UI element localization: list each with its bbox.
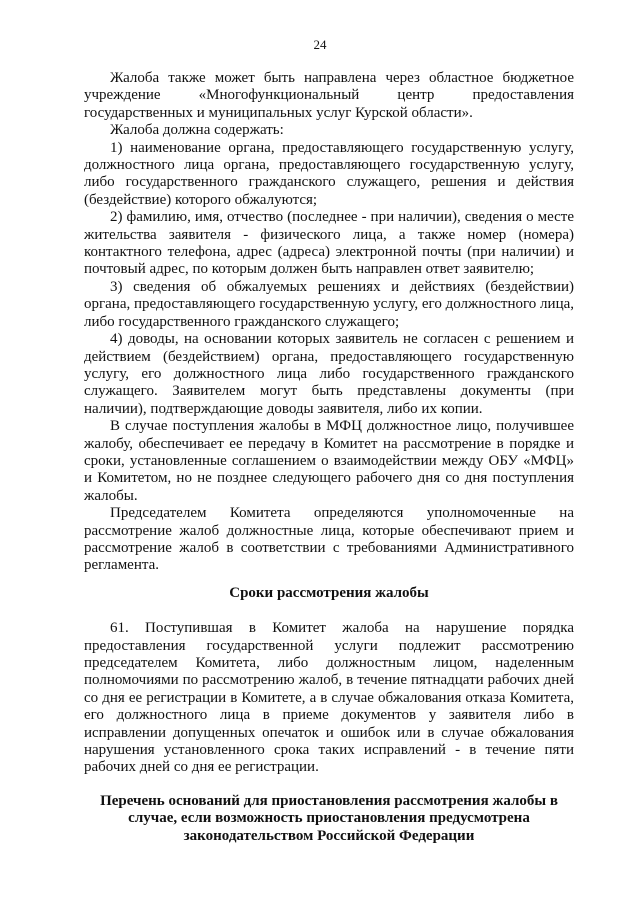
paragraph-item-2: 2) фамилию, имя, отчество (последнее - при наличии), сведения о месте жительства заявителя - физического лица, а также номер (номера) контактного телефона, адрес (адреса) электронной почты (при наличии) и почтовый адрес, по которым должен быть направлен ответ заявителю; xyxy=(84,209,574,278)
paragraph-item-3: 3) сведения об обжалуемых решениях и действиях (бездействии) органа, предоставляющего государственную услугу, его должностного лица, либо государственного гражданского служащего; xyxy=(84,278,574,330)
paragraph-61: 61. Поступившая в Комитет жалоба на нарушение порядка предоставления государственной услуги подлежит рассмотрению председателем Комитета, либо должностным лицом, наделенным полномочиями по рассмотрению жалоб, в течение пятнадцати рабочих дней со дня ее регистрации в Комитете, а в случае обжалования отказа Комитета, его должностного лица в приеме документов у заявителя либо в исправлении допущенных опечаток и ошибок или в случае обжалования нарушения установленного срока таких исправлений - в течение пяти рабочих дней со дня ее регистрации. xyxy=(84,620,574,776)
paragraph-item-4: 4) доводы, на основании которых заявитель не согласен с решением и действием (бездействием) органа, предоставляющего государственную услугу, его должностного лица либо государственного гражданского служащего. Заявителем могут быть представлены документы (при наличии), подтверждающие доводы заявителя, либо их копии. xyxy=(84,331,574,417)
paragraph-authorized-officials: Председателем Комитета определяются уполномоченные на рассмотрение жалоб должностные лица, которые обеспечивают прием и рассмотрение жалоб в соответствии с требованиями Административного регламента. xyxy=(84,505,574,574)
document-body xyxy=(84,70,574,845)
paragraph-mfc-transfer: В случае поступления жалобы в МФЦ должностное лицо, получившее жалобу, обеспечивает ее передачу в Комитет на рассмотрение в порядке и сроки, установленные соглашением о взаимодействии между ОБУ «МФЦ» и Комитетом, но не позднее следующего рабочего дня со дня поступления жалобы. xyxy=(84,418,574,504)
paragraph-complaint-contents: Жалоба должна содержать: xyxy=(110,122,284,139)
final-heading: Перечень оснований для приостановления рассмотрения жалобы в случае, если возможность приостановления предусмотрена законодательством Российской Федерации xyxy=(100,792,558,844)
paragraph-mfc-submission: Жалоба также может быть направлена через областное бюджетное учреждение «Многофункциональный центр предоставления государственных и муниципальных услуг Курской области». xyxy=(84,70,574,121)
page-number: 24 xyxy=(313,37,327,52)
section-title: Сроки рассмотрения жалобы xyxy=(229,584,429,601)
paragraph-item-1: 1) наименование органа, предоставляющего государственную услугу, должностного лица органа, предоставляющего государственную услугу, либо государственного гражданского служащего, решения и действия (бездействие) которого обжалуются; xyxy=(84,139,574,208)
